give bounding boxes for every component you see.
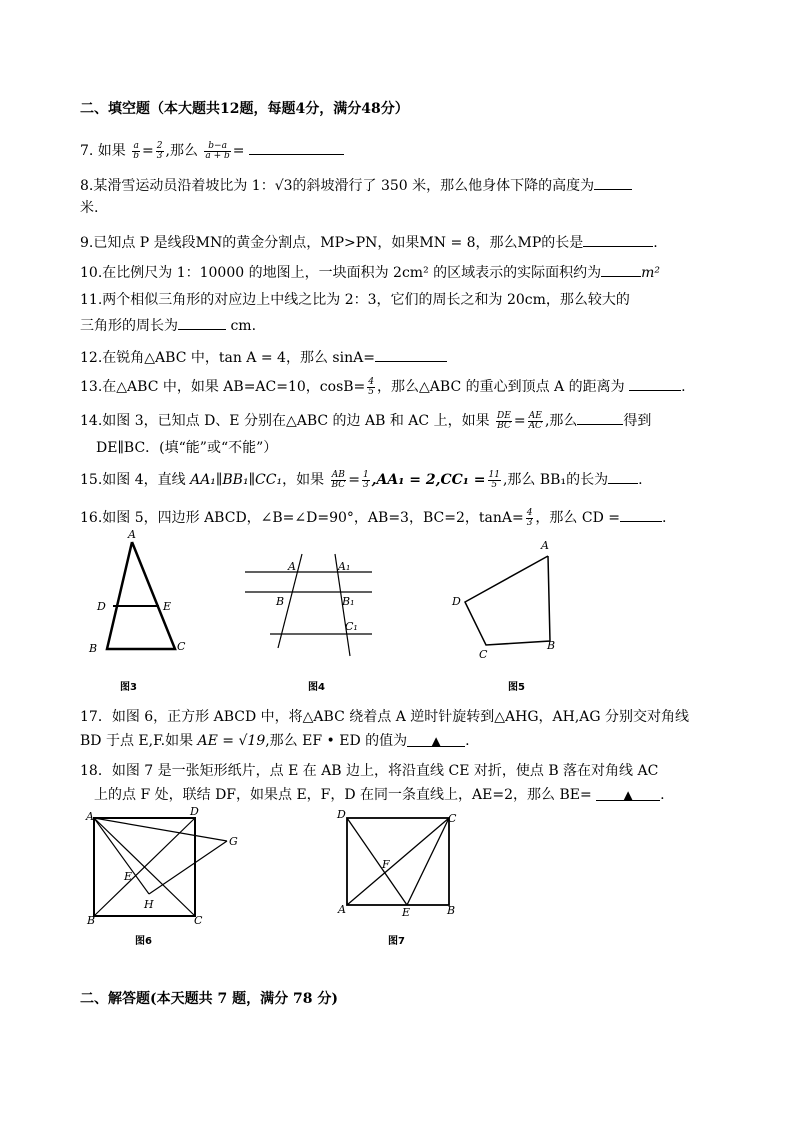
q8-answer-blank[interactable]: [594, 175, 632, 190]
question-17-line-2: [80, 732, 470, 750]
q11-text-a: 三角形的周长为: [80, 318, 178, 334]
fig3-label-e: E: [163, 600, 172, 613]
question-8-line-2: 米.: [80, 200, 99, 216]
fig7-label-c: C: [448, 812, 457, 825]
fig7-caption: 图7: [388, 936, 405, 947]
q18-end: .: [660, 787, 665, 803]
q13-answer-blank[interactable]: [629, 376, 681, 391]
q15-frac-11-5: $\frac{11}{5}$: [488, 469, 500, 490]
q16-frac: $\frac{4}{3}$: [526, 507, 533, 528]
section-heading-solve: 二、解答题(本天题共 7 题，满分 78 分): [80, 991, 338, 1007]
question-17-line-1: 17．如图 6，正方形 ABCD 中，将△ABC 绕着点 A 逆时针旋转到△AHG，AH,AG 分别交对角线: [80, 709, 690, 725]
fig5-label-d: D: [452, 595, 461, 608]
fig3-label-b: B: [89, 642, 98, 655]
fig6-caption: 图6: [135, 936, 152, 947]
q9-end: .: [653, 235, 658, 251]
fig7-label-d: D: [337, 808, 346, 821]
fig4-label-b: B: [276, 595, 285, 608]
fig3-label-d: D: [97, 600, 106, 613]
figure-3: [85, 528, 195, 658]
q14-text-a: 14.如图 3，已知点 D、E 分别在△ABC 的边 AB 和 AC 上，如果: [80, 413, 490, 429]
q12-tan: tan A = 4: [218, 350, 286, 366]
q15-end: .: [638, 472, 643, 488]
q18-triangle-mark: ▲: [623, 788, 633, 802]
q15-text-b: ，如果: [282, 472, 325, 488]
figure-7: [335, 808, 465, 918]
question-13: [80, 376, 686, 397]
fig4-label-a: A: [288, 560, 296, 573]
fig4-label-c1: C₁: [345, 620, 358, 633]
question-11-line-1: 11.两个相似三角形的对应边上中线之比为 2：3，它们的周长之和为 20cm，那么较大的: [80, 292, 630, 308]
q7-mid: ,那么: [165, 143, 198, 159]
figure-4: [240, 548, 380, 663]
q15-cond: ,AA₁ = 2,CC₁ =: [371, 472, 486, 488]
question-16: [80, 507, 666, 528]
q14-answer-blank[interactable]: [577, 410, 623, 425]
q14-equals: =: [513, 413, 526, 429]
q13-text-a: 13.在△ABC 中，如果 AB=AC=10，cosB=: [80, 379, 366, 395]
question-7: [80, 140, 344, 161]
q16-end: .: [662, 510, 667, 526]
q17-triangle-mark: ▲: [431, 734, 441, 748]
q11-answer-blank[interactable]: [178, 315, 226, 330]
q12-text-a: 12.在锐角△ABC 中，: [80, 350, 219, 366]
q13-end: .: [681, 379, 686, 395]
q17-text-a: BD 于点 E,F.如果: [80, 733, 194, 749]
fig7-label-e: E: [402, 906, 411, 918]
q14-text-c: 得到: [623, 413, 652, 429]
q13-frac: $\frac{4}{5}$: [368, 376, 375, 397]
q9-answer-blank[interactable]: [583, 232, 653, 247]
q9-text: 9.已知点 P 是线段MN的黄金分割点，MP>PN，如果MN = 8，那么MP的长是: [80, 235, 584, 251]
q13-text-b: ，那么△ABC 的重心到顶点 A 的距离为: [377, 379, 625, 395]
question-11-line-2: [80, 315, 256, 335]
q7-frac-expr: $\frac{b-a}{a + b}$: [205, 140, 230, 161]
question-12: [80, 347, 447, 367]
q7-frac-2-3: $\frac{2}{3}$: [156, 140, 163, 161]
question-15: [80, 469, 643, 490]
fig7-label-f: F: [382, 858, 390, 871]
fig7-label-a: A: [338, 903, 346, 916]
question-18-line-1: 18．如图 7 是一张矩形纸片，点 E 在 AB 边上，将沿直线 CE 对折，使点 B 落在对角线 AC: [80, 763, 659, 779]
q11-unit: cm.: [230, 318, 257, 334]
q17-ae: AE = √19: [197, 733, 266, 749]
q17-end: .: [465, 733, 470, 749]
q15-frac-1-3: $\frac{1}{3}$: [362, 469, 369, 490]
fig5-label-c: C: [479, 648, 488, 661]
q7-equals-2: =: [232, 143, 245, 159]
fig6-label-g: G: [229, 835, 238, 848]
fig4-label-a1: A₁: [338, 560, 351, 573]
fig6-label-b: B: [87, 914, 96, 927]
question-18-line-2: [94, 786, 665, 804]
q7-answer-blank[interactable]: [249, 140, 344, 155]
fig6-label-e: E: [124, 870, 133, 883]
q10-text: 10.在比例尺为 1：10000 的地图上，一块面积为 2cm² 的区域表示的实际面积约为: [80, 265, 602, 281]
fig6-line-hg: [149, 841, 227, 894]
figure-6: [82, 806, 244, 928]
q8-text-a: 8.某滑雪运动员沿着坡比为 1：: [80, 178, 275, 194]
fig6-label-c: C: [194, 914, 203, 927]
q15-text-a: 15.如图 4，直线: [80, 472, 186, 488]
q15-equals: =: [348, 472, 360, 488]
question-14-line-1: [80, 410, 651, 431]
fig6-label-a: A: [86, 810, 94, 823]
q12-text-b: ，那么 sinA=: [285, 350, 375, 366]
q8-text-b: 的斜坡滑行了 350 米，那么他身体下降的高度为: [292, 178, 595, 194]
fig5-quadrilateral: [465, 556, 550, 645]
fig5-label-b: B: [547, 639, 556, 652]
q16-answer-blank[interactable]: [620, 507, 662, 522]
q15-lines: AA₁∥BB₁∥CC₁: [190, 472, 283, 488]
q17-text-b: ,那么 EF • ED 的值为: [265, 733, 408, 749]
q18-answer-blank[interactable]: [596, 786, 660, 801]
section-heading-fill-in: 二、填空题（本大题共12题，每题4分，满分48分）: [80, 101, 409, 117]
fig3-triangle: [107, 542, 175, 649]
fig6-label-d: D: [190, 806, 199, 818]
q14-frac-ae-ac: $\frac{AE}{AC}$: [528, 410, 542, 431]
q10-answer-blank[interactable]: [601, 262, 641, 277]
q14-frac-de-bc: $\frac{DE}{BC}$: [497, 410, 511, 431]
q15-text-c: ,那么 BB₁的长为: [502, 472, 609, 488]
q7-prefix: 7. 如果: [80, 143, 126, 159]
q10-unit: m²: [641, 265, 661, 281]
q16-text-a: 16.如图 5，四边形 ABCD，∠B=∠D=90°，AB=3，BC=2，tanA=: [80, 510, 524, 526]
q7-frac-a-b: $\frac{a}{b}$: [133, 140, 140, 161]
q16-text-b: ，那么 CD =: [535, 510, 620, 526]
question-14-line-2: DE∥BC．(填“能”或“不能”）: [96, 440, 278, 456]
q15-frac-ab-bc: $\frac{AB}{BC}$: [331, 469, 346, 490]
fig6-label-h: H: [144, 898, 154, 911]
q15-answer-blank[interactable]: [608, 469, 638, 484]
q8-sqrt: √3: [274, 178, 293, 194]
q7-equals: =: [142, 143, 154, 159]
fig6-line-ah: [94, 818, 149, 894]
q12-answer-blank[interactable]: [375, 347, 447, 362]
q14-text-b: ,那么: [544, 413, 578, 429]
question-10: [80, 262, 660, 282]
fig5-caption: 图5: [508, 682, 525, 693]
fig3-label-c: C: [177, 640, 186, 653]
fig5-label-a: A: [541, 539, 549, 552]
question-9: [80, 232, 658, 252]
fig3-caption: 图3: [120, 682, 137, 693]
q17-answer-blank[interactable]: [407, 732, 465, 747]
question-8-line-1: [80, 175, 632, 195]
figure-5: [445, 535, 565, 665]
fig4-caption: 图4: [308, 682, 325, 693]
fig3-label-a: A: [128, 528, 136, 541]
fig4-label-b1: B₁: [342, 595, 355, 608]
fig7-label-b: B: [447, 904, 456, 917]
q18-text: 上的点 F 处，联结 DF，如果点 E，F，D 在同一条直线上，AE=2，那么 BE=: [94, 787, 592, 803]
fig7-line-ce: [407, 818, 449, 905]
